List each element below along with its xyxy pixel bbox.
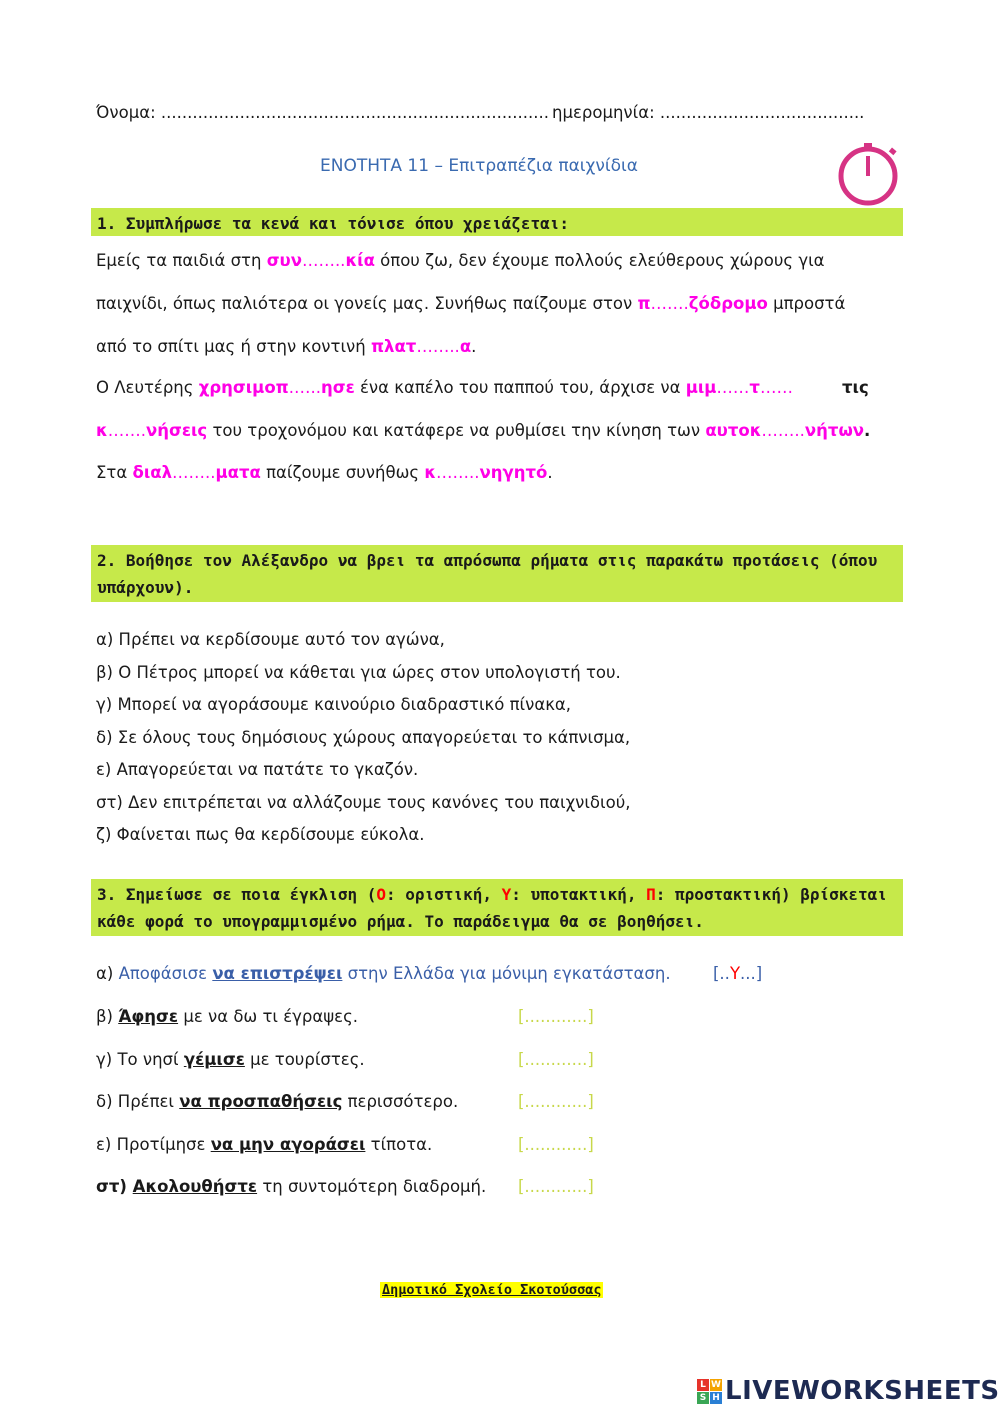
ex3-item: γ) Το νησί γέμισε με τουρίστες. xyxy=(96,1049,365,1069)
logo-badge-icon: L W S H xyxy=(697,1379,722,1404)
ex3-item: στ) Ακολουθήστε τη συντομότερη διαδρομή. xyxy=(96,1177,487,1196)
ex2-item[interactable]: στ) Δεν επιτρέπεται να αλλάζουμε τους κανόνες του παιχνιδιού, xyxy=(96,792,631,812)
answer-blank[interactable]: [............] xyxy=(518,1134,594,1154)
ex2-item[interactable]: δ) Σε όλους τους δημόσιους χώρους απαγορεύεται το κάπνισμα, xyxy=(96,727,631,747)
blank-word[interactable]: πλατ……..α xyxy=(370,337,472,356)
name-field[interactable]: Όνομα: .......................................................................... xyxy=(96,103,550,122)
ex2-heading: 2. Βοήθησε τον Αλέξανδρο να βρει τα απρόσωπα ρήματα στις παρακάτω προτάσεις (όπου υπάρχουν). xyxy=(91,545,903,602)
ex1-line-4-end: τις xyxy=(842,378,869,397)
blank-word[interactable]: χρησιμοπ.…..ησε xyxy=(198,378,355,397)
blank-word[interactable]: κ……..νηγητό xyxy=(424,463,548,482)
liveworksheets-logo: L W S H LIVEWORKSHEETS xyxy=(697,1376,1000,1406)
ex3-item: β) Άφησε με να δω τι έγραψες. xyxy=(96,1007,359,1026)
answer-blank[interactable]: [............] xyxy=(518,1007,594,1026)
ex2-item[interactable]: γ) Μπορεί να αγοράσουμε καινούριο διαδραστικό πίνακα, xyxy=(96,695,572,714)
ex1-heading: 1. Συμπλήρωσε τα κενά και τόνισε όπου χρειάζεται: xyxy=(91,208,903,236)
ex2-item[interactable]: β) Ο Πέτρος μπορεί να κάθεται για ώρες στον υπολογιστή του. xyxy=(96,662,621,682)
ex1-line-4: Ο Λευτέρης χρησιμοπ.…..ησε ένα καπέλο του παππού του, άρχισε να μιμ……τ…… xyxy=(96,378,793,397)
answer-blank[interactable]: [............] xyxy=(518,1177,594,1196)
underlined-verb: Άφησε xyxy=(118,1007,179,1026)
underlined-verb: Ακολουθήστε xyxy=(132,1177,258,1196)
ex2-item[interactable]: ε) Απαγορεύεται να πατάτε το γκαζόν. xyxy=(96,760,419,779)
ex2-item[interactable]: ζ) Φαίνεται πως θα κερδίσουμε εύκολα. xyxy=(96,825,425,844)
ex2-item[interactable]: α) Πρέπει να κερδίσουμε αυτό τον αγώνα, xyxy=(96,630,445,649)
ex1-line-5: κ…….νήσεις του τροχονόμου και κατάφερε να ρυθμίσει την κίνηση των αυτοκ……..νήτων. xyxy=(96,421,871,440)
ex3-example: α) Αποφάσισε να επιστρέψει στην Ελλάδα για μόνιμη εγκατάσταση. xyxy=(96,964,671,983)
ex3-item: ε) Προτίμησε να μην αγοράσει τίποτα. xyxy=(96,1134,433,1154)
ex1-line-2: παιχνίδι, όπως παλιότερα οι γονείς μας. Συνήθως παίζουμε στον π…….ζόδρομο μπροστά xyxy=(96,294,846,313)
underlined-verb: να μην αγοράσει xyxy=(210,1134,366,1154)
answer-blank[interactable]: [............] xyxy=(518,1049,594,1069)
answer-blank[interactable]: [............] xyxy=(518,1092,594,1111)
ex1-line-1: Εμείς τα παιδιά στη συν……..κία όπου ζω, δεν έχουμε πολλούς ελεύθερους χώρους για xyxy=(96,251,825,270)
date-field[interactable]: ημερομηνία: ....................................... xyxy=(552,103,865,122)
school-footer: Δημοτικό Σχολείο Σκοτούσσας xyxy=(382,1282,602,1298)
blank-word[interactable]: συν……..κία xyxy=(266,251,375,270)
blank-word[interactable]: αυτοκ……..νήτων xyxy=(705,421,865,440)
ex3-heading: 3. Σημείωσε σε ποια έγκλιση (Ο: οριστική, Υ: υποτακτική, Π: προστακτική) βρίσκεται κάθε φορά το υπογραμμισμένο ρήμα. Το παράδειγμα θα σε βοηθήσει. xyxy=(91,879,903,936)
ex3-item: δ) Πρέπει να προσπαθήσεις περισσότερο. xyxy=(96,1092,459,1111)
stopwatch-icon xyxy=(832,140,906,206)
blank-word[interactable]: διαλ……..ματα xyxy=(132,463,261,482)
ex1-line-3: από το σπίτι μας ή στην κοντινή πλατ……..α. xyxy=(96,337,477,356)
underlined-verb: να προσπαθήσεις xyxy=(179,1092,343,1111)
ex3-example-answer: [..Υ...] xyxy=(713,964,763,983)
ex1-line-6: Στα διαλ……..ματα παίζουμε συνήθως κ……..νηγητό. xyxy=(96,463,553,482)
blank-word[interactable]: π…….ζόδρομο xyxy=(637,294,768,313)
blank-word[interactable]: κ…….νήσεις xyxy=(96,421,208,440)
blank-word[interactable]: μιμ……τ…… xyxy=(685,378,793,397)
page-title: ΕΝΟΤΗΤΑ 11 – Επιτραπέζια παιχνίδια xyxy=(320,156,638,176)
underlined-verb: γέμισε xyxy=(183,1049,245,1069)
